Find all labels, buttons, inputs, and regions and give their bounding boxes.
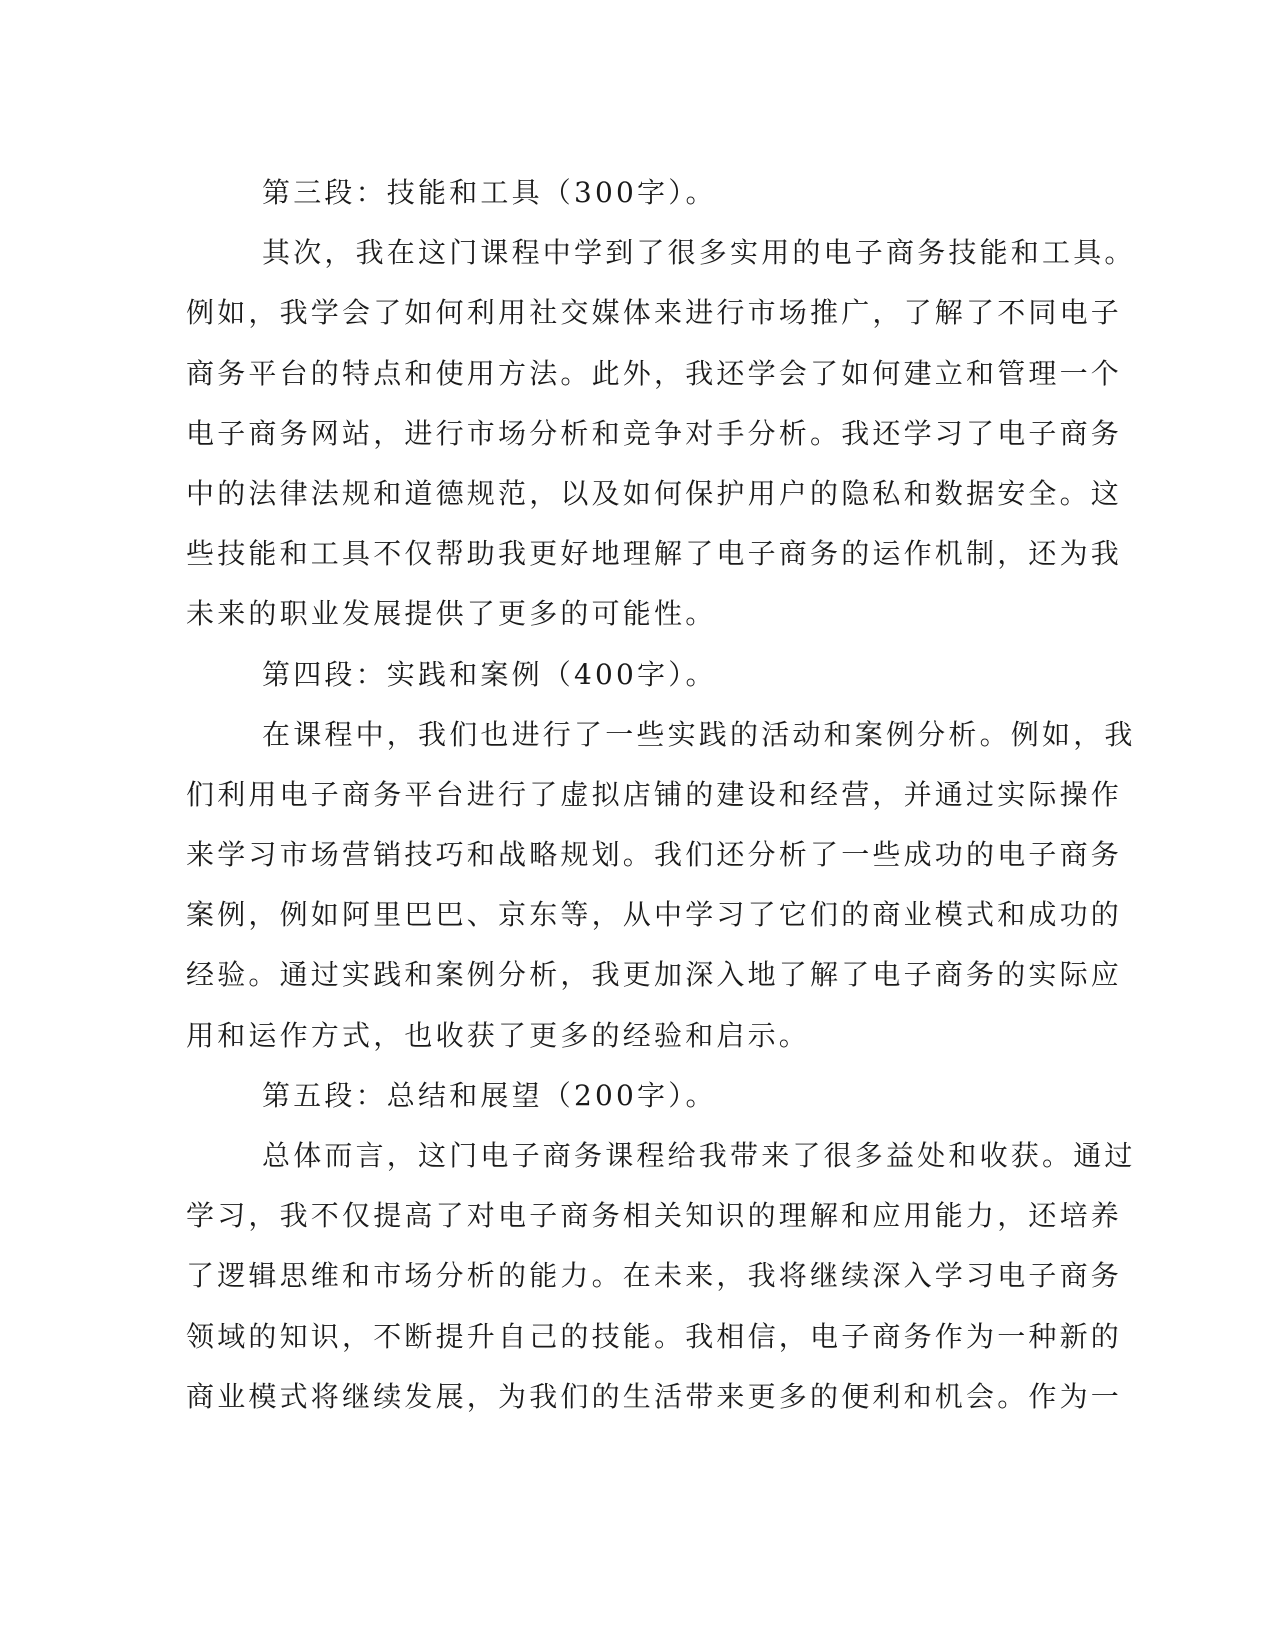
paragraph-line: 电子商务网站，进行市场分析和竞争对手分析。我还学习了电子商务 — [186, 416, 1123, 450]
paragraph-line: 领域的知识，不断提升自己的技能。我相信，电子商务作为一种新的 — [186, 1319, 1123, 1353]
section-heading-3: 第三段：技能和工具（300字）。 — [262, 176, 717, 209]
document-body — [186, 163, 1136, 1427]
paragraph-line: 了逻辑思维和市场分析的能力。在未来，我将继续深入学习电子商务 — [186, 1259, 1123, 1293]
paragraph-line: 学习，我不仅提高了对电子商务相关知识的理解和应用能力，还培养 — [186, 1199, 1123, 1233]
paragraph-line: 商业模式将继续发展，为我们的生活带来更多的便利和机会。作为一 — [186, 1379, 1123, 1413]
paragraph-line: 们利用电子商务平台进行了虚拟店铺的建设和经营，并通过实际操作 — [186, 777, 1123, 811]
section-heading-5: 第五段：总结和展望（200字）。 — [262, 1078, 717, 1112]
paragraph-line: 在课程中，我们也进行了一些实践的活动和案例分析。例如，我 — [262, 717, 1136, 751]
paragraph-line: 商务平台的特点和使用方法。此外，我还学会了如何建立和管理一个 — [186, 356, 1123, 390]
paragraph-line: 来学习市场营销技巧和战略规划。我们还分析了一些成功的电子商务 — [186, 838, 1123, 872]
paragraph-line: 例如，我学会了如何利用社交媒体来进行市场推广，了解了不同电子 — [186, 296, 1123, 330]
paragraph-line: 中的法律法规和道德规范，以及如何保护用户的隐私和数据安全。这 — [186, 476, 1123, 510]
paragraph-line: 总体而言，这门电子商务课程给我带来了很多益处和收获。通过 — [262, 1139, 1136, 1172]
paragraph-line: 案例，例如阿里巴巴、京东等，从中学习了它们的商业模式和成功的 — [186, 898, 1123, 932]
paragraph-line: 用和运作方式，也收获了更多的经验和启示。 — [186, 1018, 811, 1052]
paragraph-line: 经验。通过实践和案例分析，我更加深入地了解了电子商务的实际应 — [186, 958, 1123, 992]
paragraph-line: 未来的职业发展提供了更多的可能性。 — [186, 597, 717, 631]
paragraph-line: 些技能和工具不仅帮助我更好地理解了电子商务的运作机制，还为我 — [186, 537, 1123, 571]
section-heading-4: 第四段：实践和案例（400字）。 — [262, 657, 717, 691]
paragraph-line: 其次，我在这门课程中学到了很多实用的电子商务技能和工具。 — [262, 236, 1136, 270]
